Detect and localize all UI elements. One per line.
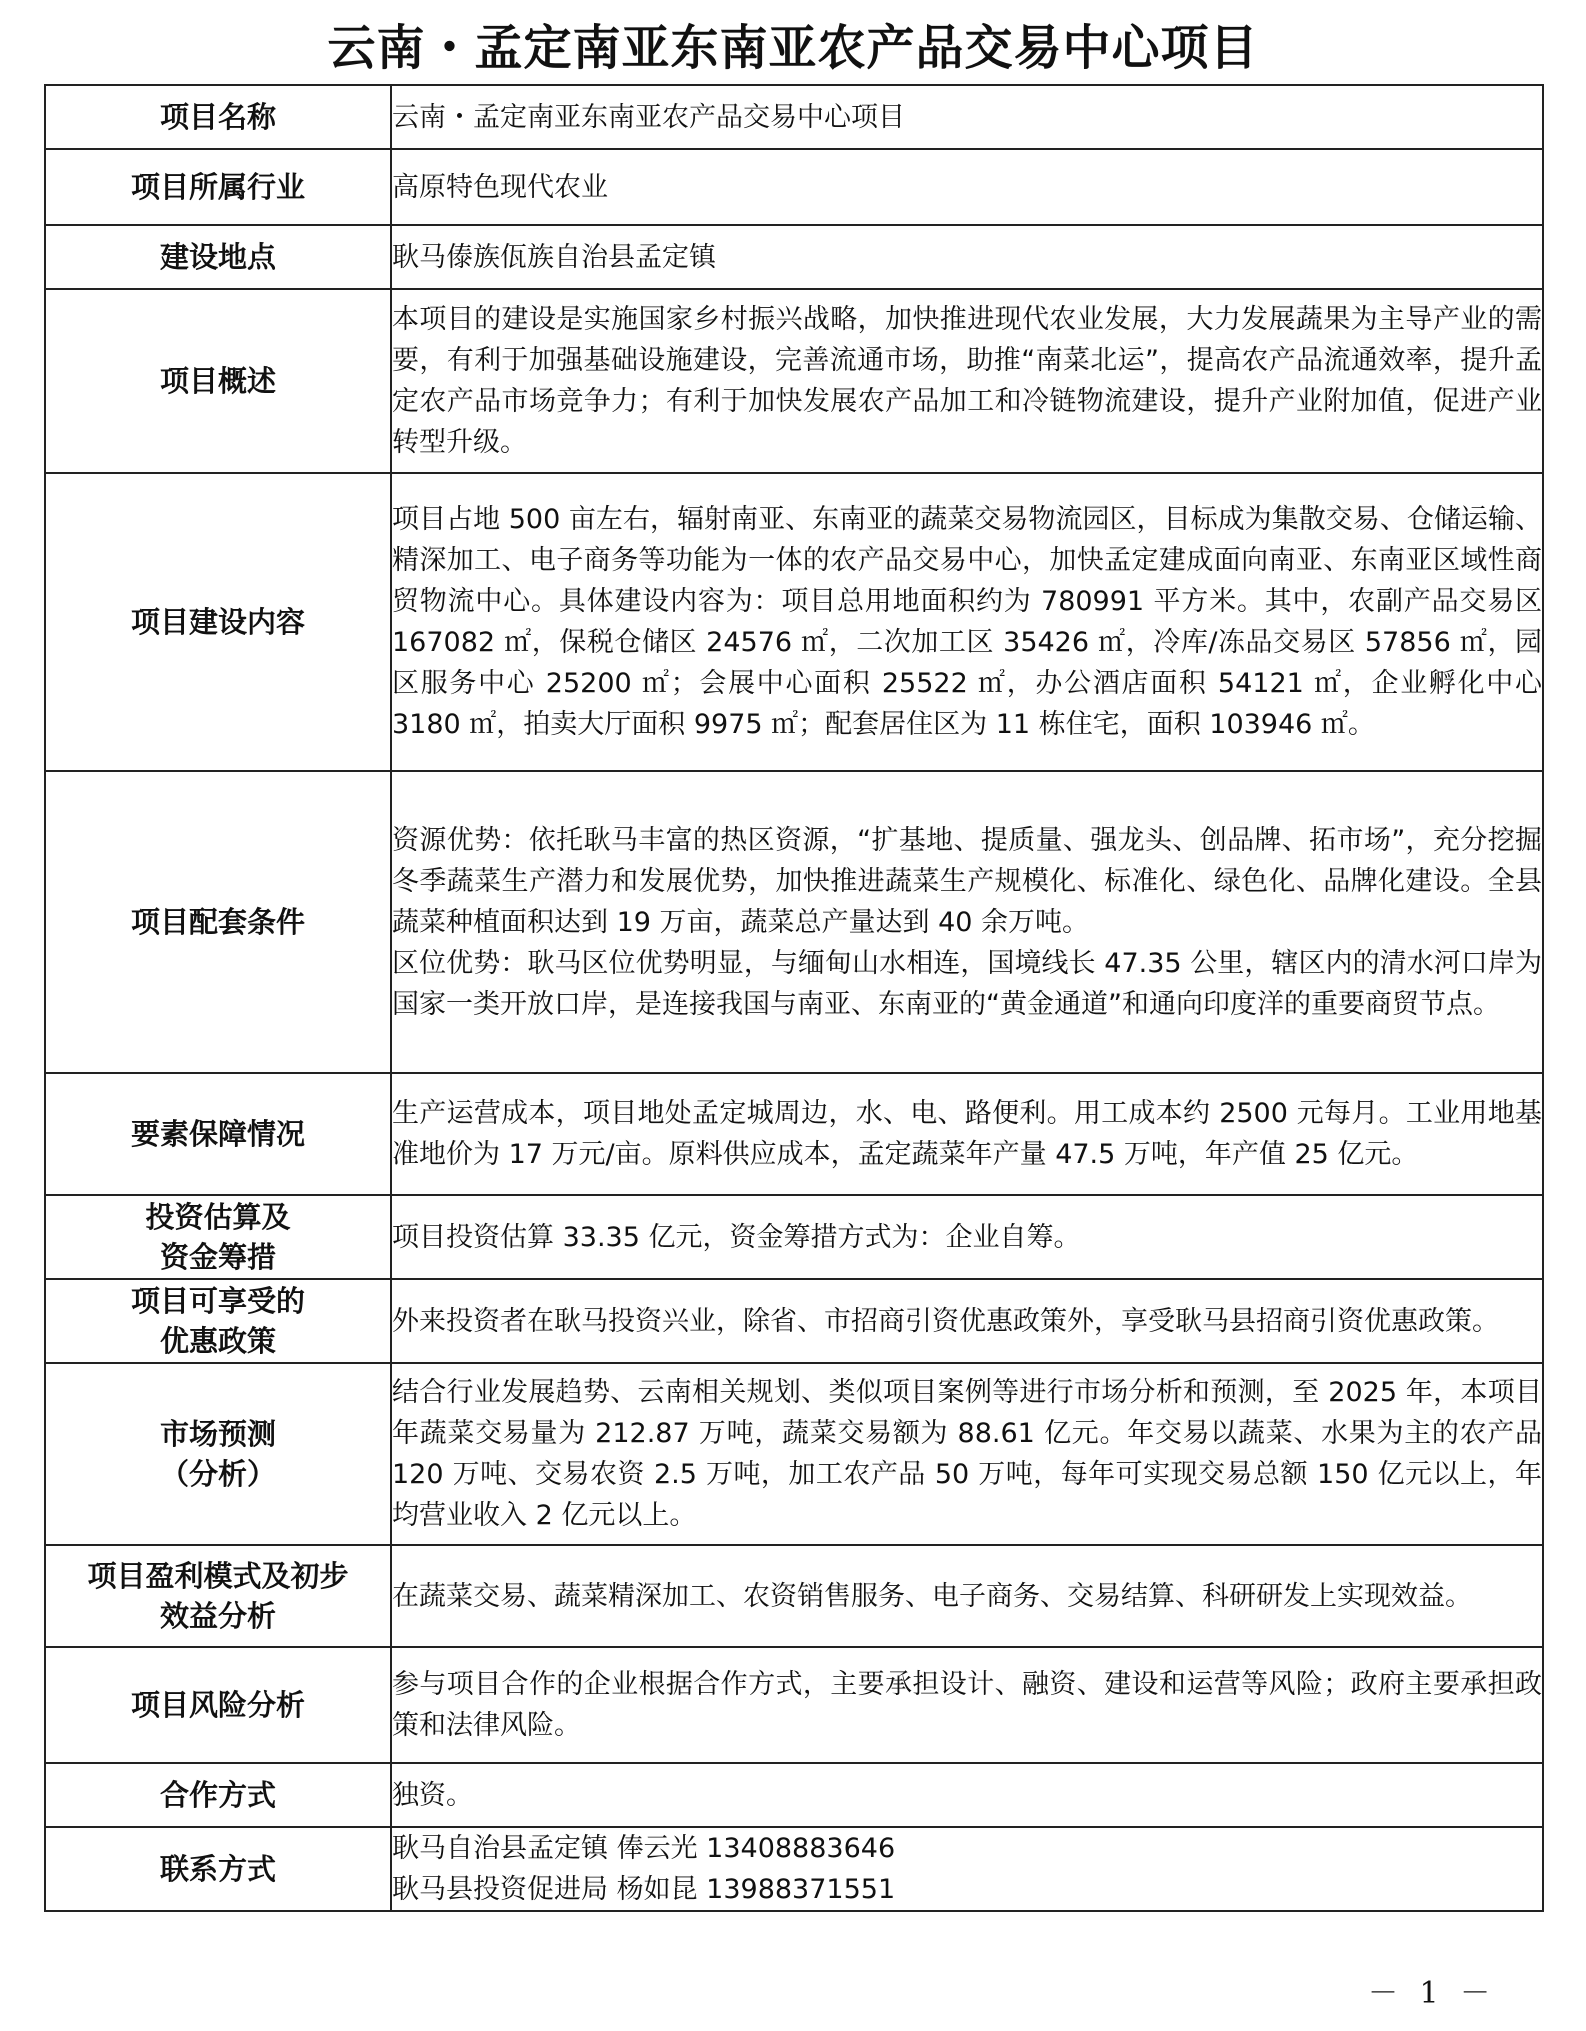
row-value-paragraph: 独资。 <box>392 1779 473 1811</box>
row-value-paragraph: 参与项目合作的企业根据合作方式，主要承担设计、融资、建设和运营等风险；政府主要承担政策和法律风险。 <box>392 1669 1542 1741</box>
row-value-paragraph: 项目占地 500 亩左右，辐射南亚、东南亚的蔬菜交易物流园区，目标成为集散交易、仓储运输、精深加工、电子商务等功能为一体的农产品交易中心，加快孟定建成面向南亚、东南亚区域性商贸物流中心。具体建设内容为：项目总用地面积约为 780991 平方米。其中，农副产品交易区 167082 ㎡，保税仓储区 24576 ㎡，二次加工区 35426 ㎡，冷库/冻品交易区 57856 ㎡，园区服务中心 25200 ㎡；会展中心面积 25522 ㎡，办公酒店面积 54121 ㎡，企业孵化中心 3180 ㎡，拍卖大厅面积 9975 ㎡；配套居住区为 11 栋住宅，面积 103946 ㎡。 <box>392 504 1542 740</box>
row-value-paragraph: 生产运营成本，项目地处孟定城周边，水、电、路便利。用工成本约 2500 元每月。工业用地基准地价为 17 万元/亩。原料供应成本，孟定蔬菜年产量 47.5 万吨，年产值 25 亿元。 <box>392 1098 1542 1170</box>
row-value-paragraph: 耿马傣族佤族自治县孟定镇 <box>392 241 716 273</box>
row-label <box>45 1763 391 1827</box>
row-value <box>391 149 1543 225</box>
table-row <box>45 85 1543 149</box>
row-label-line: 优惠政策 <box>159 1324 276 1358</box>
row-value <box>391 225 1543 289</box>
table-row <box>45 771 1543 1073</box>
row-label-line: 资金筹措 <box>159 1240 276 1274</box>
row-value <box>391 1195 1543 1279</box>
row-label <box>45 225 391 289</box>
row-label-line: 效益分析 <box>159 1599 276 1633</box>
row-label-line: 要素保障情况 <box>130 1117 305 1151</box>
row-value-paragraph: 云南・孟定南亚东南亚农产品交易中心项目 <box>392 101 905 133</box>
table-row <box>45 1195 1543 1279</box>
row-label-line: 合作方式 <box>159 1778 276 1812</box>
row-value <box>391 289 1543 473</box>
row-value <box>391 85 1543 149</box>
row-label <box>45 1073 391 1195</box>
table-row <box>45 1545 1543 1647</box>
table-row <box>45 1763 1543 1827</box>
row-value-paragraph: 区位优势：耿马区位优势明显，与缅甸山水相连，国境线长 47.35 公里，辖区内的清水河口岸为国家一类开放口岸，是连接我国与南亚、东南亚的“黄金通道”和通向印度洋的重要商贸节点。 <box>392 947 1542 1020</box>
row-value <box>391 1545 1543 1647</box>
row-label-line: 项目可享受的 <box>130 1284 305 1318</box>
row-label <box>45 1279 391 1363</box>
row-label-line: 项目盈利模式及初步 <box>87 1559 349 1593</box>
row-label-line: （分析） <box>159 1457 276 1491</box>
row-value <box>391 1763 1543 1827</box>
page-number: － 1 － <box>1368 1976 1497 2011</box>
table-row <box>45 1073 1543 1195</box>
document-title: 云南・孟定南亚东南亚农产品交易中心项目 <box>327 20 1259 76</box>
row-label <box>45 289 391 473</box>
row-label <box>45 771 391 1073</box>
row-label-line: 市场预测 <box>159 1417 276 1451</box>
row-value <box>391 771 1543 1073</box>
row-label <box>45 1545 391 1647</box>
row-label <box>45 473 391 771</box>
project-info-table <box>44 84 1544 1912</box>
row-label-line: 项目风险分析 <box>130 1688 305 1722</box>
row-value-paragraph: 项目投资估算 33.35 亿元，资金筹措方式为：企业自筹。 <box>392 1221 1081 1253</box>
row-label-line: 项目名称 <box>159 100 276 134</box>
row-label-line: 项目所属行业 <box>130 170 305 204</box>
row-value <box>391 1827 1543 1911</box>
row-value <box>391 473 1543 771</box>
table-row <box>45 1279 1543 1363</box>
row-value-paragraph: 本项目的建设是实施国家乡村振兴战略，加快推进现代农业发展，大力发展蔬果为主导产业的需要，有利于加强基础设施建设，完善流通市场，助推“南菜北运”，提高农产品流通效率，提升孟定农产品市场竞争力；有利于加快发展农产品加工和冷链物流建设，提升产业附加值，促进产业转型升级。 <box>392 304 1542 458</box>
row-label-line: 项目概述 <box>159 364 276 398</box>
table-row <box>45 225 1543 289</box>
row-value-paragraph: 结合行业发展趋势、云南相关规划、类似项目案例等进行市场分析和预测，至 2025 年，本项目年蔬菜交易量为 212.87 万吨，蔬菜交易额为 88.61 亿元。年交易以蔬菜、水果为主的农产品 120 万吨、交易农资 2.5 万吨，加工农产品 50 万吨，每年可实现交易总额 150 亿元以上，年均营业收入 2 亿元以上。 <box>392 1377 1542 1531</box>
row-label <box>45 85 391 149</box>
row-value-paragraph: 资源优势：依托耿马丰富的热区资源，“扩基地、提质量、强龙头、创品牌、拓市场”，充分挖掘冬季蔬菜生产潜力和发展优势，加快推进蔬菜生产规模化、标准化、绿色化、品牌化建设。全县蔬菜种植面积达到 19 万亩，蔬菜总产量达到 40 余万吨。 <box>392 824 1542 938</box>
row-value <box>391 1073 1543 1195</box>
row-label-line: 投资估算及 <box>145 1200 291 1234</box>
row-value-paragraph: 外来投资者在耿马投资兴业，除省、市招商引资优惠政策外，享受耿马县招商引资优惠政策。 <box>392 1305 1499 1337</box>
row-value <box>391 1647 1543 1763</box>
row-label-line: 项目建设内容 <box>130 605 305 639</box>
table-row <box>45 1647 1543 1763</box>
row-value <box>391 1279 1543 1363</box>
table-row <box>45 473 1543 771</box>
row-label-line: 建设地点 <box>159 240 276 274</box>
row-value <box>391 1363 1543 1545</box>
row-value-paragraph: 耿马自治县孟定镇 俸云光 13408883646 <box>392 1833 896 1864</box>
row-label <box>45 1647 391 1763</box>
row-label <box>45 1827 391 1911</box>
table-row <box>45 1363 1543 1545</box>
row-value-paragraph: 高原特色现代农业 <box>392 171 608 203</box>
table-row <box>45 1827 1543 1911</box>
row-label <box>45 1363 391 1545</box>
row-label-line: 项目配套条件 <box>130 905 305 939</box>
row-value-paragraph: 在蔬菜交易、蔬菜精深加工、农资销售服务、电子商务、交易结算、科研研发上实现效益。 <box>392 1580 1472 1612</box>
table-row <box>45 149 1543 225</box>
row-label <box>45 1195 391 1279</box>
table-row <box>45 289 1543 473</box>
row-label-line: 联系方式 <box>159 1852 276 1886</box>
row-label <box>45 149 391 225</box>
row-value-paragraph: 耿马县投资促进局 杨如昆 13988371551 <box>392 1874 896 1905</box>
